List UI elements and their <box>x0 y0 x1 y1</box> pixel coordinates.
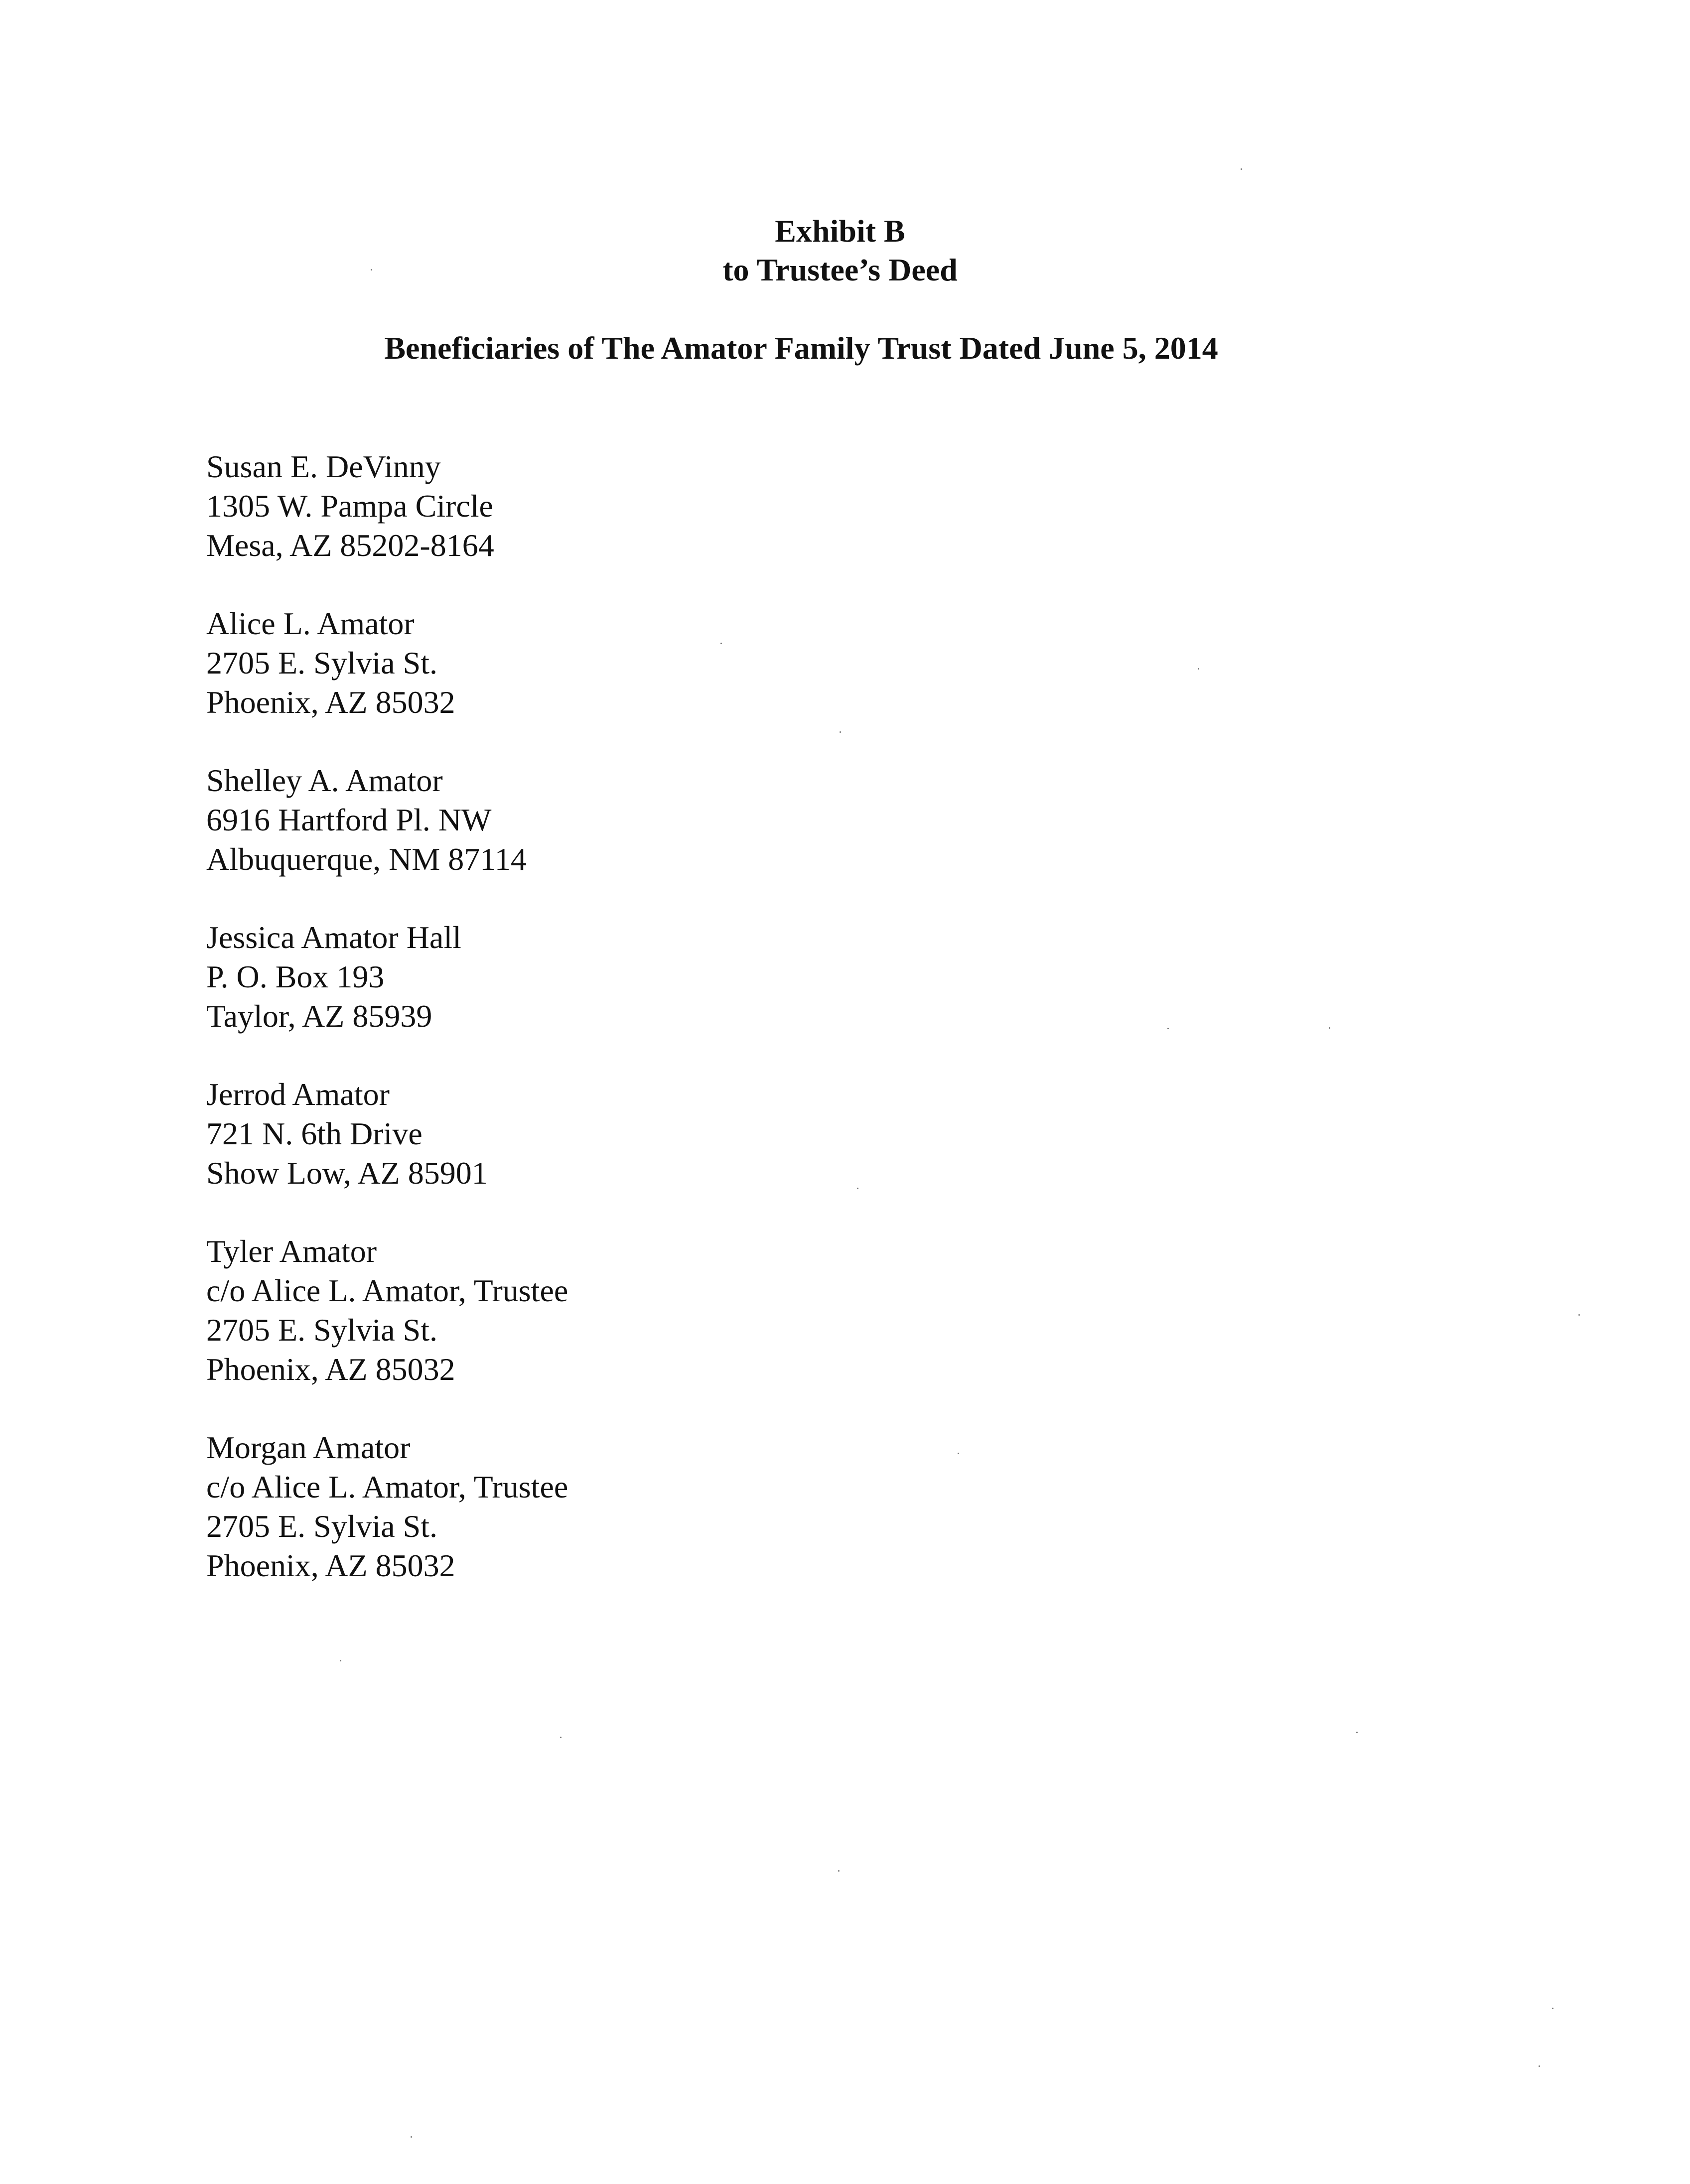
scan-speck <box>340 1660 341 1661</box>
beneficiary-address-line: P. O. Box 193 <box>206 959 385 994</box>
beneficiary-address-line: c/o Alice L. Amator, Trustee <box>206 1273 568 1308</box>
scan-speck <box>840 731 841 733</box>
scan-speck <box>411 2136 412 2138</box>
beneficiary-address-line: Show Low, AZ 85901 <box>206 1155 488 1191</box>
beneficiary-entry <box>206 447 568 565</box>
beneficiary-entry <box>206 918 568 1036</box>
beneficiary-name: Jerrod Amator <box>206 1077 390 1112</box>
beneficiary-address-line: Taylor, AZ 85939 <box>206 998 432 1034</box>
beneficiary-entry <box>206 1428 568 1585</box>
beneficiary-address-line: Phoenix, AZ 85032 <box>206 684 455 720</box>
exhibit-subtitle: to Trustee’s Deed <box>722 252 958 287</box>
trust-beneficiaries-heading: Beneficiaries of The Amator Family Trust Dated June 5, 2014 <box>384 330 1218 366</box>
beneficiary-name: Morgan Amator <box>206 1430 411 1465</box>
scan-speck <box>1539 2065 1540 2067</box>
beneficiary-list <box>206 447 568 1624</box>
scan-speck <box>1356 1732 1358 1733</box>
beneficiary-name: Susan E. DeVinny <box>206 449 441 484</box>
beneficiary-address-line: 2705 E. Sylvia St. <box>206 1312 438 1348</box>
scan-speck <box>371 269 372 271</box>
beneficiary-entry <box>206 604 568 722</box>
scan-speck <box>720 643 722 644</box>
scan-speck <box>1552 2008 1553 2009</box>
scan-speck <box>857 1188 858 1189</box>
beneficiary-entry <box>206 1231 568 1389</box>
beneficiary-name: Shelley A. Amator <box>206 763 443 798</box>
scan-speck <box>1578 1314 1580 1316</box>
scan-speck <box>1198 668 1199 670</box>
beneficiary-address-line: 1305 W. Pampa Circle <box>206 488 493 524</box>
beneficiary-address-line: Phoenix, AZ 85032 <box>206 1352 455 1387</box>
scan-speck <box>958 1453 959 1454</box>
scan-speck <box>1329 1027 1330 1029</box>
scan-speck <box>838 1870 840 1872</box>
beneficiary-name: Tyler Amator <box>206 1233 377 1269</box>
beneficiary-entry <box>206 761 568 879</box>
beneficiary-address-line: 2705 E. Sylvia St. <box>206 1508 438 1544</box>
beneficiary-name: Jessica Amator Hall <box>206 920 461 955</box>
beneficiary-address-line: 721 N. 6th Drive <box>206 1116 422 1151</box>
scan-speck <box>1241 168 1242 170</box>
exhibit-title: Exhibit B <box>775 213 905 249</box>
beneficiary-address-line: Phoenix, AZ 85032 <box>206 1548 455 1583</box>
beneficiary-address-line: 2705 E. Sylvia St. <box>206 645 438 681</box>
beneficiary-entry <box>206 1075 568 1193</box>
beneficiary-address-line: c/o Alice L. Amator, Trustee <box>206 1469 568 1504</box>
beneficiary-address-line: Albuquerque, NM 87114 <box>206 841 527 877</box>
beneficiary-address-line: 6916 Hartford Pl. NW <box>206 802 492 837</box>
beneficiary-name: Alice L. Amator <box>206 606 415 641</box>
scan-speck <box>1167 1028 1169 1029</box>
beneficiary-address-line: Mesa, AZ 85202-8164 <box>206 528 494 563</box>
scan-speck <box>560 1737 562 1738</box>
